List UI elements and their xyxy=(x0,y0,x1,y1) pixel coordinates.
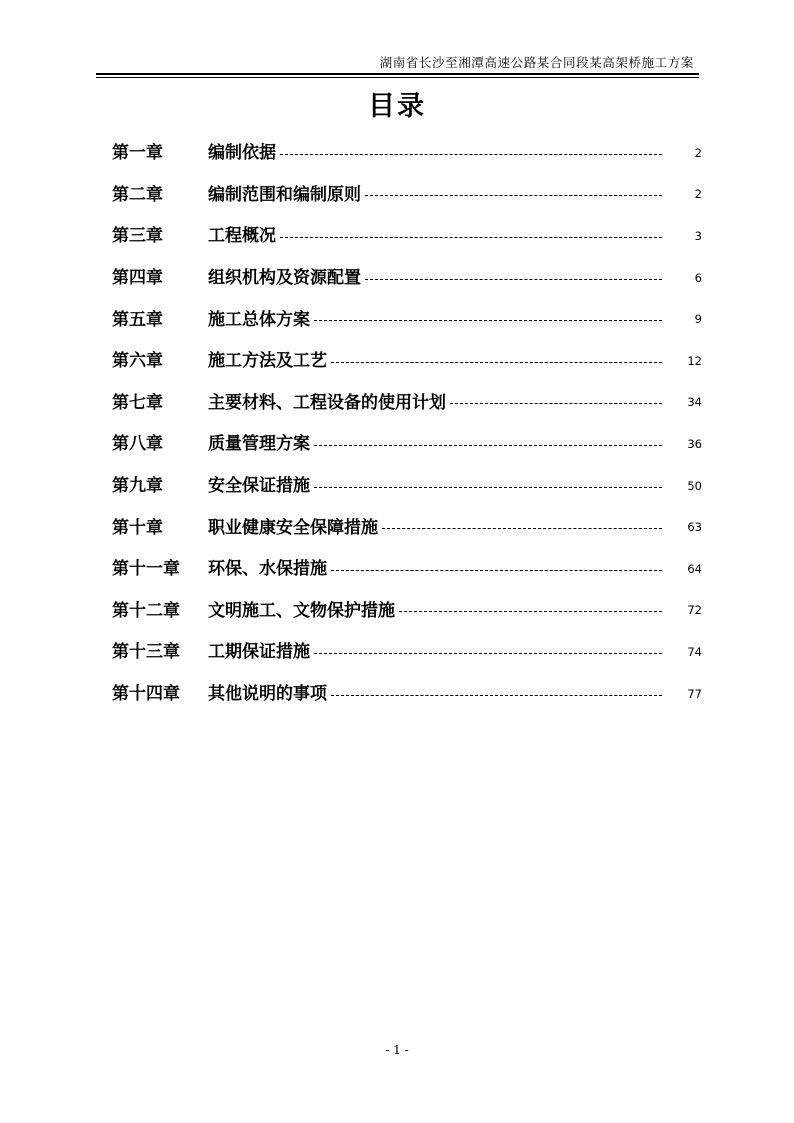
toc-page-number: 77 xyxy=(687,686,702,701)
toc-chapter-label: 第十一章 xyxy=(112,559,180,580)
toc-chapter-name: 安全保证措施 xyxy=(208,476,310,497)
toc-chapter-label: 第九章 xyxy=(112,476,163,497)
toc-page-number: 34 xyxy=(687,395,702,410)
toc-chapter-label: 第五章 xyxy=(112,309,163,330)
toc-dot-leader xyxy=(450,402,662,404)
toc-dot-leader xyxy=(280,153,662,155)
toc-chapter-name: 其他说明的事项 xyxy=(208,684,327,705)
toc-chapter-label: 第十三章 xyxy=(112,642,180,663)
toc-page-number: 6 xyxy=(694,270,702,285)
toc-page-number: 74 xyxy=(687,644,702,659)
toc-entry[interactable] xyxy=(112,463,702,505)
toc-chapter-label: 第十四章 xyxy=(112,684,180,705)
toc-chapter-label: 第三章 xyxy=(112,226,163,247)
toc-entry[interactable] xyxy=(112,629,702,671)
toc-chapter-name: 环保、水保措施 xyxy=(208,559,327,580)
toc-chapter-label: 第四章 xyxy=(112,268,163,289)
toc-entry[interactable] xyxy=(112,380,702,422)
toc-entry[interactable] xyxy=(112,172,702,214)
toc-chapter-name: 质量管理方案 xyxy=(208,434,310,455)
toc-dot-leader xyxy=(331,361,662,363)
toc-page-number: 63 xyxy=(687,520,702,535)
toc-chapter-label: 第十章 xyxy=(112,517,163,538)
toc-chapter-name: 工期保证措施 xyxy=(208,642,310,663)
toc-entry[interactable] xyxy=(112,588,702,630)
toc-page-number: 36 xyxy=(687,436,702,451)
toc-dot-leader xyxy=(280,236,662,238)
toc-page-number: 2 xyxy=(694,145,702,160)
toc-page-number: 3 xyxy=(694,228,702,243)
toc-entry[interactable] xyxy=(112,546,702,588)
toc-entry[interactable] xyxy=(112,504,702,546)
toc-chapter-name: 施工总体方案 xyxy=(208,309,310,330)
toc-chapter-label: 第一章 xyxy=(112,143,163,164)
toc-chapter-name: 编制依据 xyxy=(208,143,276,164)
toc-chapter-label: 第八章 xyxy=(112,434,163,455)
toc-chapter-name: 文明施工、文物保护措施 xyxy=(208,600,395,621)
toc-entry[interactable] xyxy=(112,671,702,713)
header-rule-thick xyxy=(96,73,699,75)
toc-chapter-label: 第十二章 xyxy=(112,600,180,621)
toc-page-number: 50 xyxy=(687,478,702,493)
toc-entry[interactable] xyxy=(112,213,702,255)
toc-dot-leader xyxy=(365,278,662,280)
toc-chapter-name: 编制范围和编制原则 xyxy=(208,184,361,205)
toc-dot-leader xyxy=(314,444,662,446)
toc-page-number: 12 xyxy=(687,353,702,368)
header-rule-thin xyxy=(96,77,699,78)
toc-dot-leader xyxy=(314,486,662,488)
toc-dot-leader xyxy=(399,610,662,612)
toc-dot-leader xyxy=(314,319,662,321)
toc-page-number: 2 xyxy=(694,187,702,202)
toc-dot-leader xyxy=(331,694,662,696)
toc-chapter-label: 第六章 xyxy=(112,351,163,372)
toc-dot-leader xyxy=(365,194,662,196)
toc-list xyxy=(112,130,702,712)
toc-entry[interactable] xyxy=(112,421,702,463)
toc-entry[interactable] xyxy=(112,130,702,172)
toc-title: 目录 xyxy=(368,91,426,122)
toc-dot-leader xyxy=(314,652,662,654)
toc-dot-leader xyxy=(382,527,662,529)
toc-chapter-label: 第七章 xyxy=(112,392,163,413)
toc-chapter-name: 组织机构及资源配置 xyxy=(208,268,361,289)
toc-chapter-name: 职业健康安全保障措施 xyxy=(208,517,378,538)
toc-dot-leader xyxy=(331,569,662,571)
page-footer-number: - 1 - xyxy=(385,1043,409,1057)
toc-page-number: 72 xyxy=(687,603,702,618)
toc-entry[interactable] xyxy=(112,296,702,338)
toc-page-number: 9 xyxy=(694,312,702,327)
running-header-title: 湖南省长沙至湘潭高速公路某合同段某高架桥施工方案 xyxy=(379,55,694,70)
toc-chapter-name: 主要材料、工程设备的使用计划 xyxy=(208,392,446,413)
toc-page-number: 64 xyxy=(687,561,702,576)
toc-chapter-name: 工程概况 xyxy=(208,226,276,247)
toc-entry[interactable] xyxy=(112,338,702,380)
toc-chapter-name: 施工方法及工艺 xyxy=(208,351,327,372)
toc-entry[interactable] xyxy=(112,255,702,297)
toc-chapter-label: 第二章 xyxy=(112,184,163,205)
